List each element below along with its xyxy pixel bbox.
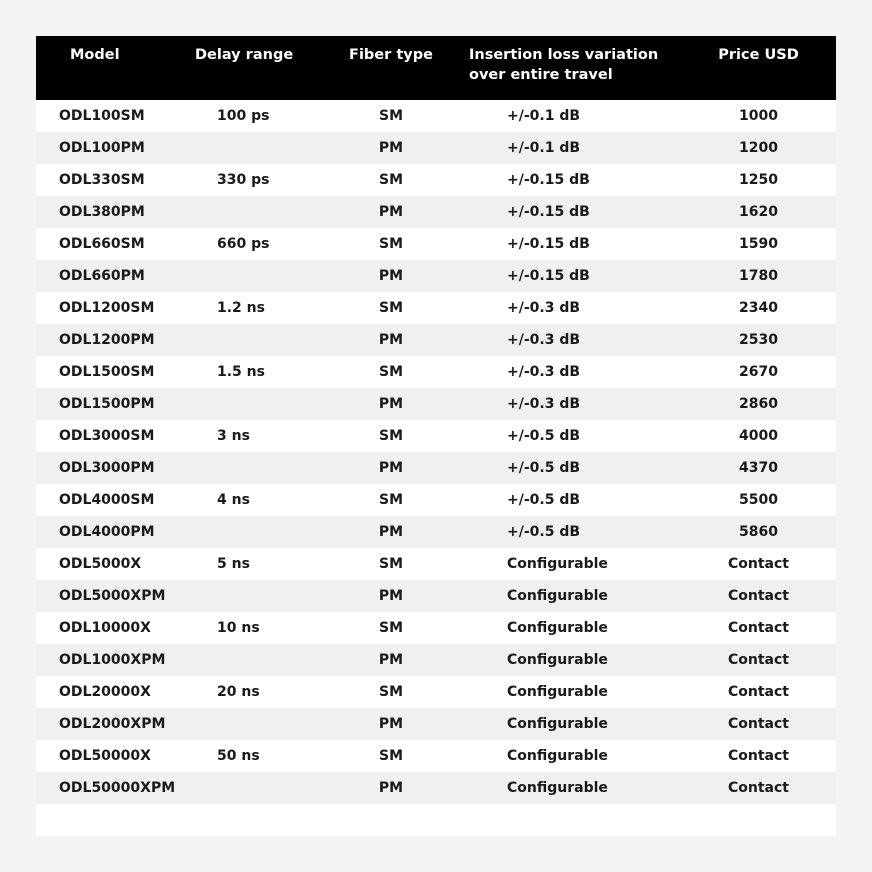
header-row: [36, 36, 836, 100]
cell-fiber-type: SM: [378, 108, 403, 124]
cell-price: 5500: [739, 492, 778, 508]
table-row: [36, 612, 836, 644]
cell-fiber-type: PM: [378, 588, 404, 604]
price-table-sheet: [36, 36, 836, 836]
cell-insertion-loss: +/-0.3 dB: [507, 332, 581, 348]
cell-price: 1620: [739, 204, 778, 220]
cell-price: Contact: [728, 588, 789, 604]
cell-insertion-loss: Configurable: [507, 556, 608, 572]
cell-model: ODL50000X: [59, 748, 151, 764]
cell-model: ODL3000PM: [59, 460, 155, 476]
cell-insertion-loss: Configurable: [507, 652, 608, 668]
cell-price: 4000: [739, 428, 778, 444]
cell-price: 2340: [739, 300, 778, 316]
cell-price: 5860: [739, 524, 778, 540]
cell-fiber-type: SM: [378, 428, 403, 444]
cell-insertion-loss: +/-0.3 dB: [507, 364, 581, 380]
cell-insertion-loss: Configurable: [507, 684, 608, 700]
cell-price: Contact: [728, 716, 789, 732]
cell-delay-range: [181, 132, 331, 164]
cell-model: ODL4000PM: [59, 524, 155, 540]
cell-model: ODL660PM: [59, 268, 145, 284]
table-row: [36, 772, 836, 804]
cell-price: 1250: [739, 172, 778, 188]
cell-insertion-loss: Configurable: [507, 588, 608, 604]
cell-price: Contact: [728, 556, 789, 572]
cell-fiber-type: PM: [378, 268, 404, 284]
cell-model: ODL1500SM: [59, 364, 155, 380]
cell-fiber-type: PM: [378, 780, 404, 796]
cell-model: ODL1200PM: [59, 332, 155, 348]
cell-insertion-loss: Configurable: [507, 620, 608, 636]
table-row: [36, 548, 836, 580]
cell-insertion-loss: +/-0.3 dB: [507, 300, 581, 316]
cell-insertion-loss: +/-0.5 dB: [507, 428, 581, 444]
cell-insertion-loss: Configurable: [507, 716, 608, 732]
cell-price: Contact: [728, 748, 789, 764]
cell-delay-range: 10 ns: [217, 620, 260, 636]
cell-model: ODL5000XPM: [59, 588, 166, 604]
cell-delay-range: 4 ns: [217, 492, 250, 508]
cell-model: ODL660SM: [59, 236, 145, 252]
cell-fiber-type: SM: [378, 300, 403, 316]
table-row: [36, 644, 836, 676]
table-row: [36, 676, 836, 708]
cell-model: ODL1000XPM: [59, 652, 166, 668]
header-fiber-type: Fiber type: [349, 47, 433, 63]
cell-insertion-loss: +/-0.1 dB: [507, 140, 581, 156]
cell-delay-range: [181, 708, 331, 740]
cell-price: 1000: [739, 108, 778, 124]
cell-delay-range: [181, 452, 331, 484]
cell-insertion-loss: +/-0.15 dB: [507, 236, 590, 252]
cell-price: Contact: [728, 652, 789, 668]
cell-model: ODL380PM: [59, 204, 145, 220]
cell-fiber-type: PM: [378, 396, 404, 412]
cell-delay-range: [181, 196, 331, 228]
cell-price: Contact: [728, 780, 789, 796]
cell-delay-range: 330 ps: [217, 172, 270, 188]
cell-fiber-type: SM: [378, 236, 403, 252]
cell-model: ODL2000XPM: [59, 716, 166, 732]
cell-delay-range: [181, 580, 331, 612]
cell-fiber-type: SM: [378, 556, 403, 572]
cell-delay-range: 1.2 ns: [217, 300, 265, 316]
cell-model: ODL5000X: [59, 556, 142, 572]
cell-model: ODL3000SM: [59, 428, 155, 444]
table-row: [36, 196, 836, 228]
header-delay-range: Delay range: [195, 47, 294, 63]
table-row: [36, 228, 836, 260]
cell-delay-range: 660 ps: [217, 236, 270, 252]
cell-fiber-type: SM: [378, 620, 403, 636]
cell-insertion-loss: Configurable: [507, 748, 608, 764]
cell-delay-range: 50 ns: [217, 748, 260, 764]
table-row: [36, 132, 836, 164]
table-row: [36, 516, 836, 548]
table-row: [36, 292, 836, 324]
cell-fiber-type: PM: [378, 140, 404, 156]
cell-fiber-type: PM: [378, 524, 404, 540]
cell-delay-range: [181, 260, 331, 292]
table-row: [36, 164, 836, 196]
cell-price: Contact: [728, 620, 789, 636]
cell-price: 2670: [739, 364, 778, 380]
cell-delay-range: [181, 324, 331, 356]
cell-fiber-type: PM: [378, 204, 404, 220]
cell-model: ODL1200SM: [59, 300, 155, 316]
table-row: [36, 260, 836, 292]
cell-insertion-loss: +/-0.3 dB: [507, 396, 581, 412]
cell-fiber-type: SM: [378, 492, 403, 508]
cell-price: 4370: [739, 460, 778, 476]
cell-insertion-loss: +/-0.5 dB: [507, 492, 581, 508]
cell-delay-range: [181, 644, 331, 676]
cell-model: ODL20000X: [59, 684, 151, 700]
table-row: [36, 324, 836, 356]
cell-price: 2860: [739, 396, 778, 412]
table-row: [36, 740, 836, 772]
cell-fiber-type: SM: [378, 364, 403, 380]
table-row: [36, 484, 836, 516]
cell-model: ODL330SM: [59, 172, 145, 188]
cell-model: ODL100PM: [59, 140, 145, 156]
cell-model: ODL4000SM: [59, 492, 155, 508]
table-row: [36, 580, 836, 612]
cell-price: 1590: [739, 236, 778, 252]
table-row: [36, 100, 836, 132]
cell-delay-range: [181, 772, 331, 804]
cell-price: 1780: [739, 268, 778, 284]
cell-delay-range: 5 ns: [217, 556, 250, 572]
header-model: Model: [70, 47, 120, 63]
cell-insertion-loss: +/-0.15 dB: [507, 204, 590, 220]
cell-model: ODL50000XPM: [59, 780, 176, 796]
cell-insertion-loss: +/-0.15 dB: [507, 172, 590, 188]
table-row: [36, 452, 836, 484]
cell-insertion-loss: +/-0.5 dB: [507, 524, 581, 540]
cell-price: 1200: [739, 140, 778, 156]
price-table: [36, 36, 836, 804]
cell-fiber-type: PM: [378, 652, 404, 668]
cell-delay-range: [181, 388, 331, 420]
header-insertion-loss: [451, 36, 681, 100]
cell-delay-range: 1.5 ns: [217, 364, 265, 380]
cell-fiber-type: SM: [378, 748, 403, 764]
cell-model: ODL100SM: [59, 108, 145, 124]
cell-fiber-type: SM: [378, 172, 403, 188]
cell-fiber-type: SM: [378, 684, 403, 700]
cell-insertion-loss: +/-0.5 dB: [507, 460, 581, 476]
cell-delay-range: 20 ns: [217, 684, 260, 700]
cell-insertion-loss: +/-0.1 dB: [507, 108, 581, 124]
cell-delay-range: 3 ns: [217, 428, 250, 444]
cell-delay-range: 100 ps: [217, 108, 270, 124]
table-row: [36, 388, 836, 420]
cell-insertion-loss: +/-0.15 dB: [507, 268, 590, 284]
header-insertion-loss-line1: Insertion loss variation: [469, 47, 659, 63]
cell-insertion-loss: Configurable: [507, 780, 608, 796]
cell-price: Contact: [728, 684, 789, 700]
cell-model: ODL10000X: [59, 620, 151, 636]
table-header: [36, 36, 836, 100]
cell-fiber-type: PM: [378, 332, 404, 348]
header-price-usd: Price USD: [718, 47, 799, 63]
header-insertion-loss-line2: over entire travel: [469, 67, 613, 83]
table-row: [36, 708, 836, 740]
cell-delay-range: [181, 516, 331, 548]
table-row: [36, 420, 836, 452]
cell-fiber-type: PM: [378, 716, 404, 732]
table-row: [36, 356, 836, 388]
cell-model: ODL1500PM: [59, 396, 155, 412]
table-body: [36, 100, 836, 804]
cell-price: 2530: [739, 332, 778, 348]
cell-fiber-type: PM: [378, 460, 404, 476]
